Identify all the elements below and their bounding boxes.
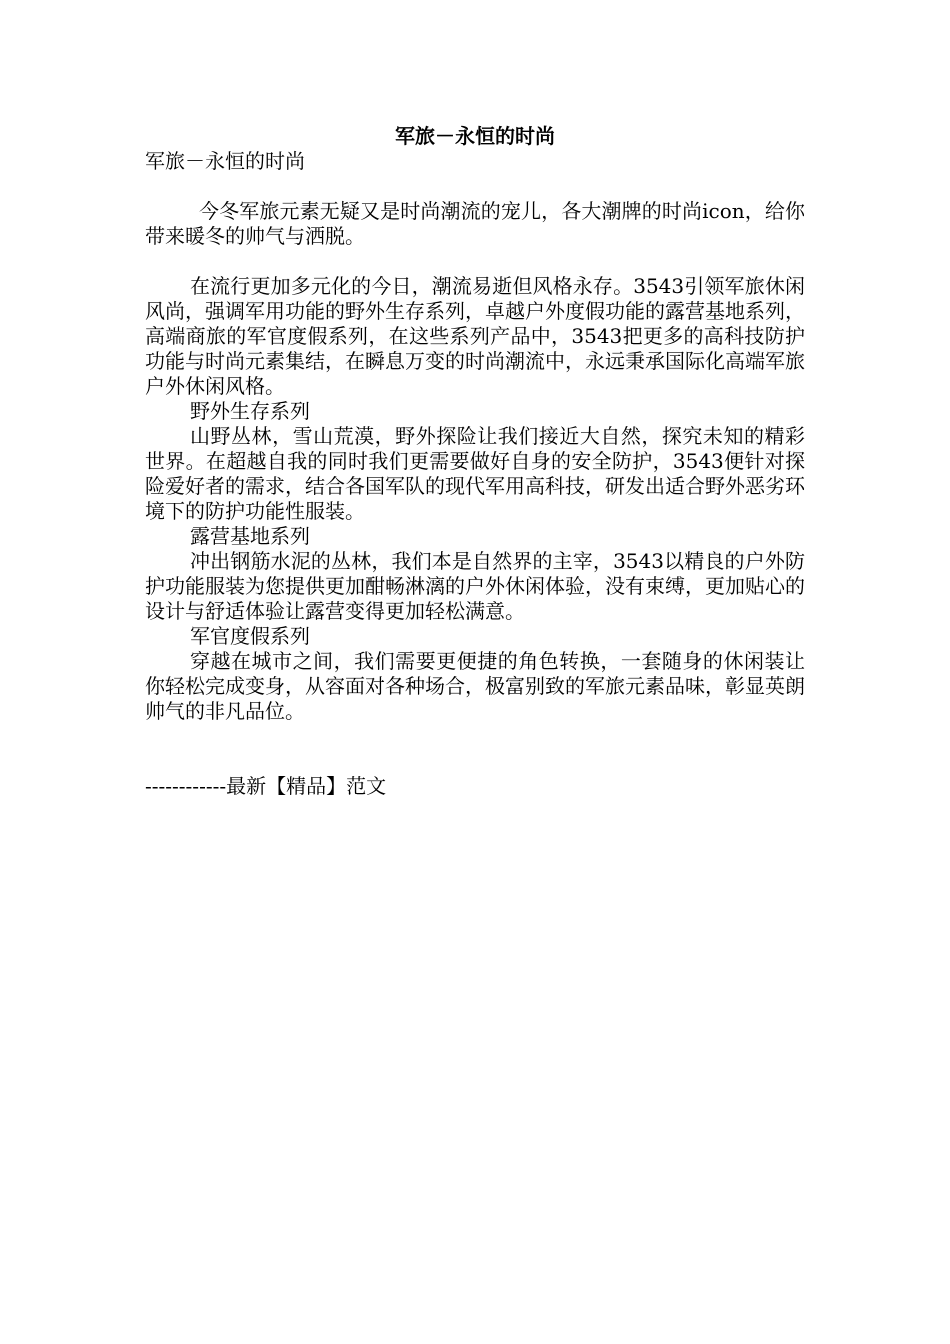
section-heading: 野外生存系列 [190, 399, 310, 423]
section-body: 山野丛林，雪山荒漠，野外探险让我们接近大自然，探究未知的精彩世界。在超越自我的同时我们更需要做好自身的安全防护，3543便针对探险爱好者的需求，结合各国军队的现代军用高科技，研发出适合野外恶劣环境下的防护功能性服装。 [145, 424, 805, 523]
document-subtitle: 军旅－永恒的时尚 [145, 149, 305, 173]
main-paragraph: 在流行更加多元化的今日，潮流易逝但风格永存。3543引领军旅休闲风尚，强调军用功能的野外生存系列，卓越户外度假功能的露营基地系列，高端商旅的军官度假系列，在这些系列产品中，3543把更多的高科技防护功能与时尚元素集结，在瞬息万变的时尚潮流中，永远秉承国际化高端军旅户外休闲风格。 [145, 274, 805, 398]
footer-text: ------------最新【精品】范文 [145, 774, 387, 798]
blank-line [145, 249, 805, 274]
section-heading: 露营基地系列 [190, 524, 310, 548]
intro-paragraph: 今冬军旅元素无疑又是时尚潮流的宠儿，各大潮牌的时尚icon，给你带来暖冬的帅气与洒脱。 [145, 199, 805, 248]
section-body: 冲出钢筋水泥的丛林，我们本是自然界的主宰，3543以精良的户外防护功能服装为您提供更加酣畅淋漓的户外休闲体验，没有束缚，更加贴心的设计与舒适体验让露营变得更加轻松满意。 [145, 549, 805, 623]
document-title: 军旅－永恒的时尚 [395, 124, 555, 148]
blank-line [145, 174, 805, 199]
section-body: 穿越在城市之间，我们需要更便捷的角色转换，一套随身的休闲装让你轻松完成变身，从容面对各种场合，极富别致的军旅元素品味，彰显英朗帅气的非凡品位。 [145, 649, 805, 723]
document-content [145, 123, 805, 799]
section-heading: 军官度假系列 [190, 624, 310, 648]
